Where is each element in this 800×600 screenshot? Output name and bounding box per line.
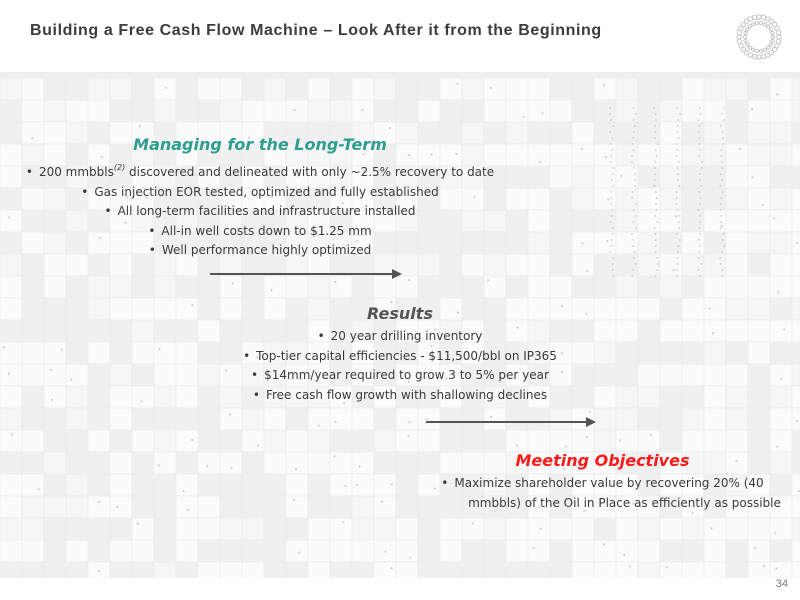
results-bullet-list: [200, 327, 600, 405]
arrow-to-objectives: [424, 414, 598, 430]
list-item: • 200 mmbbls$^{(2)}$ discovered and delineated with only ~2.5% recovery to date: [25, 163, 495, 179]
list-item: • Top-tier capital efficiencies - $11,500/bbl on IP365: [243, 348, 557, 363]
list-item: • Free cash flow growth with shallowing declines: [252, 387, 548, 402]
company-ring-logo-icon: [733, 11, 785, 63]
section-objectives: [410, 451, 795, 513]
list-item: • All-in well costs down to $1.25 mm: [148, 223, 372, 238]
page-number: 34: [775, 578, 788, 590]
slide-header: [0, 0, 800, 72]
list-item: • Well performance highly optimized: [148, 243, 372, 257]
objectives-bullet-list: [410, 474, 795, 513]
arrow-to-results: [208, 266, 404, 282]
section-results: [200, 304, 600, 405]
list-item: • Maximize shareholder value by recovering 20% (40: [441, 476, 764, 490]
section-long-term: [0, 135, 520, 261]
footnote-marker: (2): [113, 163, 126, 172]
results-heading: Results: [367, 304, 433, 323]
objectives-heading: Meeting Objectives: [515, 451, 690, 470]
long-term-heading: Managing for the Long-Term: [133, 135, 387, 154]
list-item: • 20 year drilling inventory: [317, 329, 483, 343]
list-item: • All long-term facilities and infrastructure installed: [104, 204, 416, 218]
long-term-bullet-list: [0, 158, 520, 261]
list-item: • Gas injection EOR tested, optimized and fully established: [81, 184, 439, 199]
list-item-continuation: mmbbls) of the Oil in Place as efficiently as possible: [468, 495, 781, 510]
list-item: • $14mm/year required to grow 3 to 5% per year: [251, 368, 549, 382]
slide-title: Building a Free Cash Flow Machine – Look After it from the Beginning: [30, 22, 602, 39]
